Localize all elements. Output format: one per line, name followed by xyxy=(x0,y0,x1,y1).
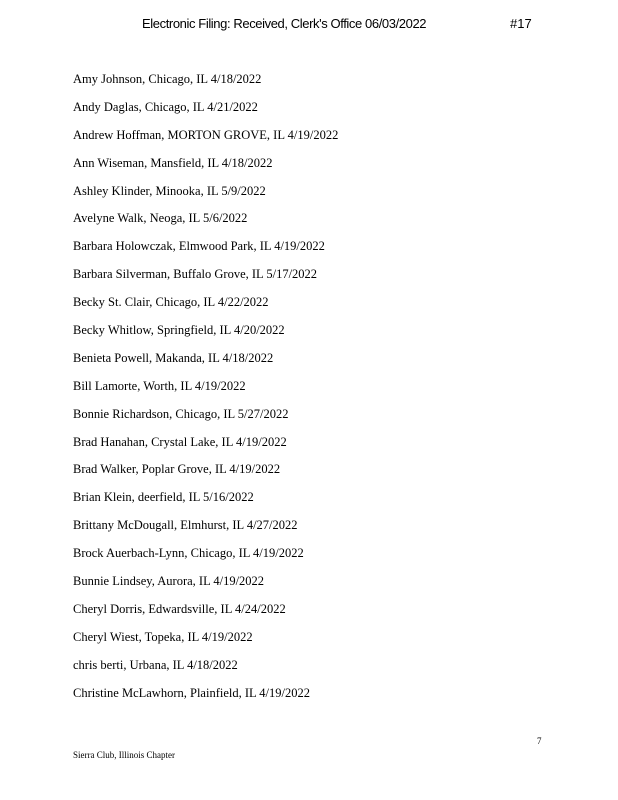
filing-number: #17 xyxy=(510,16,532,31)
signer-entry: Bill Lamorte, Worth, IL 4/19/2022 xyxy=(73,378,246,393)
signer-entry: Barbara Silverman, Buffalo Grove, IL 5/17/2022 xyxy=(73,267,318,282)
signer-entry: Brian Klein, deerfield, IL 5/16/2022 xyxy=(73,490,254,505)
signer-entry: Bunnie Lindsey, Aurora, IL 4/19/2022 xyxy=(73,574,265,589)
signer-entry: Brad Walker, Poplar Grove, IL 4/19/2022 xyxy=(73,462,281,477)
signer-entry: Brock Auerbach-Lynn, Chicago, IL 4/19/2022 xyxy=(73,546,304,561)
signer-entry: Brad Hanahan, Crystal Lake, IL 4/19/2022 xyxy=(73,434,287,449)
signer-entry: Avelyne Walk, Neoga, IL 5/6/2022 xyxy=(73,211,248,226)
signer-entry: Bonnie Richardson, Chicago, IL 5/27/2022 xyxy=(73,406,289,421)
signer-entry: Barbara Holowczak, Elmwood Park, IL 4/19/2022 xyxy=(73,239,325,254)
signer-entry: Christine McLawhorn, Plainfield, IL 4/19/2022 xyxy=(73,685,310,700)
signer-entry: Ashley Klinder, Minooka, IL 5/9/2022 xyxy=(73,183,266,198)
signer-list xyxy=(73,70,338,711)
signer-entry: Andrew Hoffman, MORTON GROVE, IL 4/19/2022 xyxy=(73,127,339,142)
signer-entry: Andy Daglas, Chicago, IL 4/21/2022 xyxy=(73,99,258,114)
signer-entry: Becky Whitlow, Springfield, IL 4/20/2022 xyxy=(73,323,285,338)
signer-entry: Ann Wiseman, Mansfield, IL 4/18/2022 xyxy=(73,155,273,170)
signer-entry: Benieta Powell, Makanda, IL 4/18/2022 xyxy=(73,350,274,365)
signer-entry: Becky St. Clair, Chicago, IL 4/22/2022 xyxy=(73,295,269,310)
page-number: 7 xyxy=(537,736,542,746)
signer-entry: Brittany McDougall, Elmhurst, IL 4/27/2022 xyxy=(73,518,298,533)
signer-entry: Cheryl Dorris, Edwardsville, IL 4/24/2022 xyxy=(73,601,286,616)
filing-stamp: Electronic Filing: Received, Clerk's Office 06/03/2022 xyxy=(142,16,427,31)
signer-entry: Amy Johnson, Chicago, IL 4/18/2022 xyxy=(73,72,262,86)
signer-entry: chris berti, Urbana, IL 4/18/2022 xyxy=(73,657,238,672)
footer-organization: Sierra Club, Illinois Chapter xyxy=(73,750,175,760)
signer-entry: Cheryl Wiest, Topeka, IL 4/19/2022 xyxy=(73,629,253,644)
